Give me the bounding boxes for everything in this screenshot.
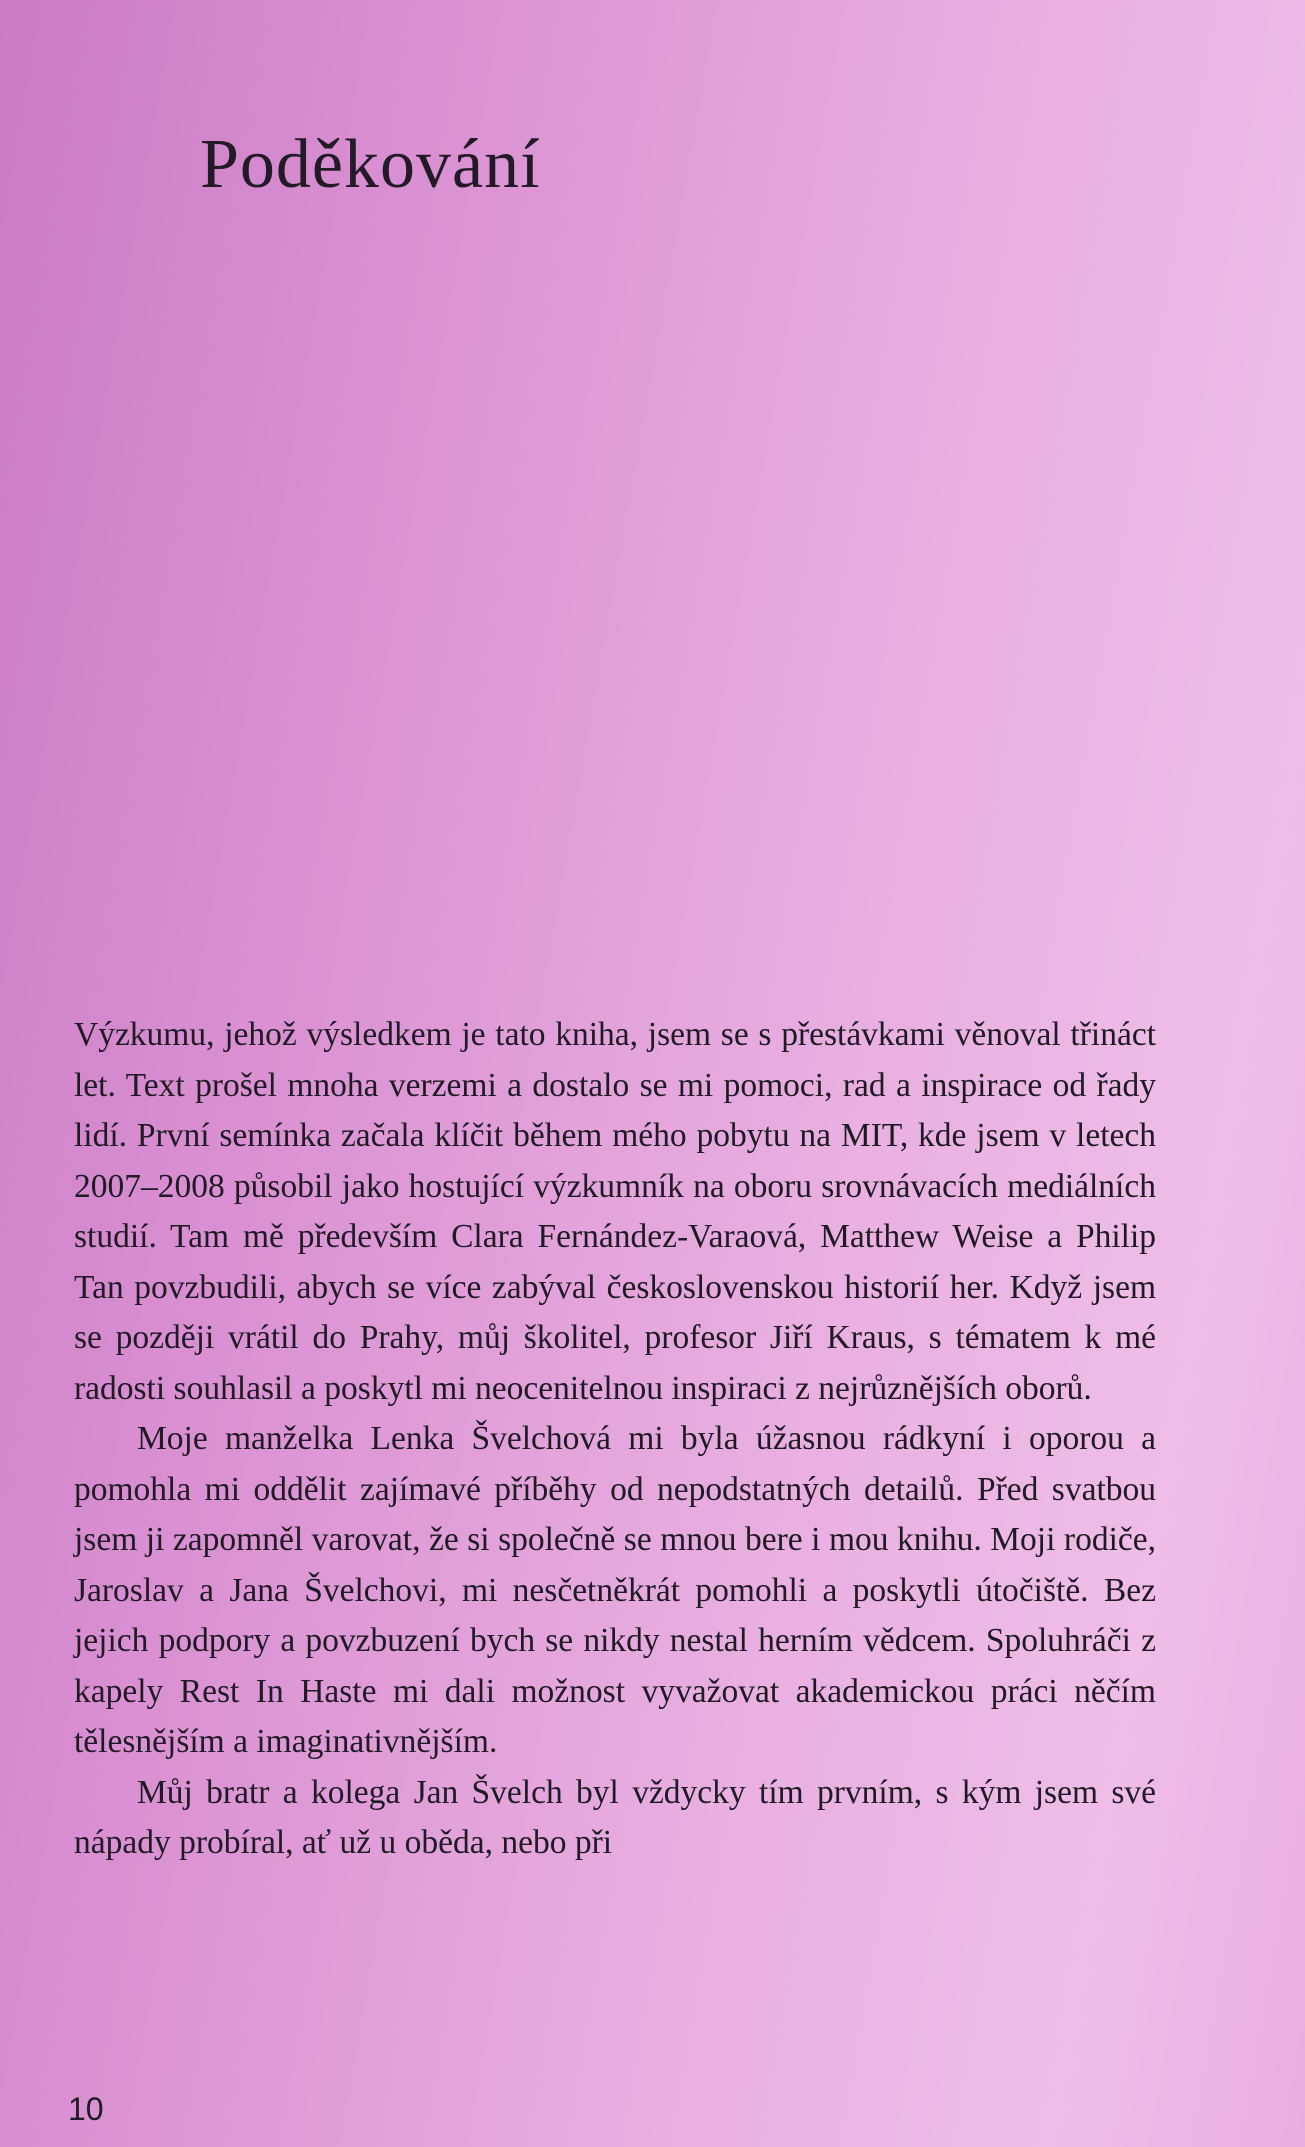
body-text xyxy=(74,1010,1156,1869)
page-number: 10 xyxy=(68,2091,104,2127)
chapter-heading: Poděkování xyxy=(200,126,541,203)
paragraph-1: Výzkumu, jehož výsledkem je tato kniha, jsem se s přestávkami věnoval třináct let. Text prošel mnoha verzemi a dostalo se mi pomoci, rad a inspirace od řady lidí. První semínka začala klíčit během mého pobytu na MIT, kde jsem v letech 2007–2008 působil jako hostující výzkumník na oboru srovnávacích mediálních studií. Tam mě především Clara Fernández-Varaová, Matthew Weise a Philip Tan povzbudili, abych se více zabýval československou historií her. Když jsem se později vrátil do Prahy, můj školitel, profesor Jiří Kraus, s tématem k mé radosti souhlasil a poskytl mi neocenitelnou inspiraci z nejrůznějších oborů. xyxy=(74,1016,1156,1407)
paragraph-2: Moje manželka Lenka Švelchová mi byla úžasnou rádkyní i oporou a pomohla mi oddělit zajímavé příběhy od nepodstatných detailů. Před svatbou jsem ji zapomněl varovat, že si společně se mnou bere i mou knihu. Moji rodiče, Jaroslav a Jana Švelchovi, mi nesčetněkrát pomohli a poskytli útočiště. Bez jejich podpory a povzbuzení bych se nikdy nestal herním vědcem. Spoluhráči z kapely Rest In Haste mi dali možnost vyvažovat akademickou práci něčím tělesnějším a imaginativnějším. xyxy=(74,1420,1156,1760)
paragraph-3: Můj bratr a kolega Jan Švelch byl vždycky tím prvním, s kým jsem své nápady probíral, ať už u oběda, nebo při xyxy=(74,1773,1156,1861)
